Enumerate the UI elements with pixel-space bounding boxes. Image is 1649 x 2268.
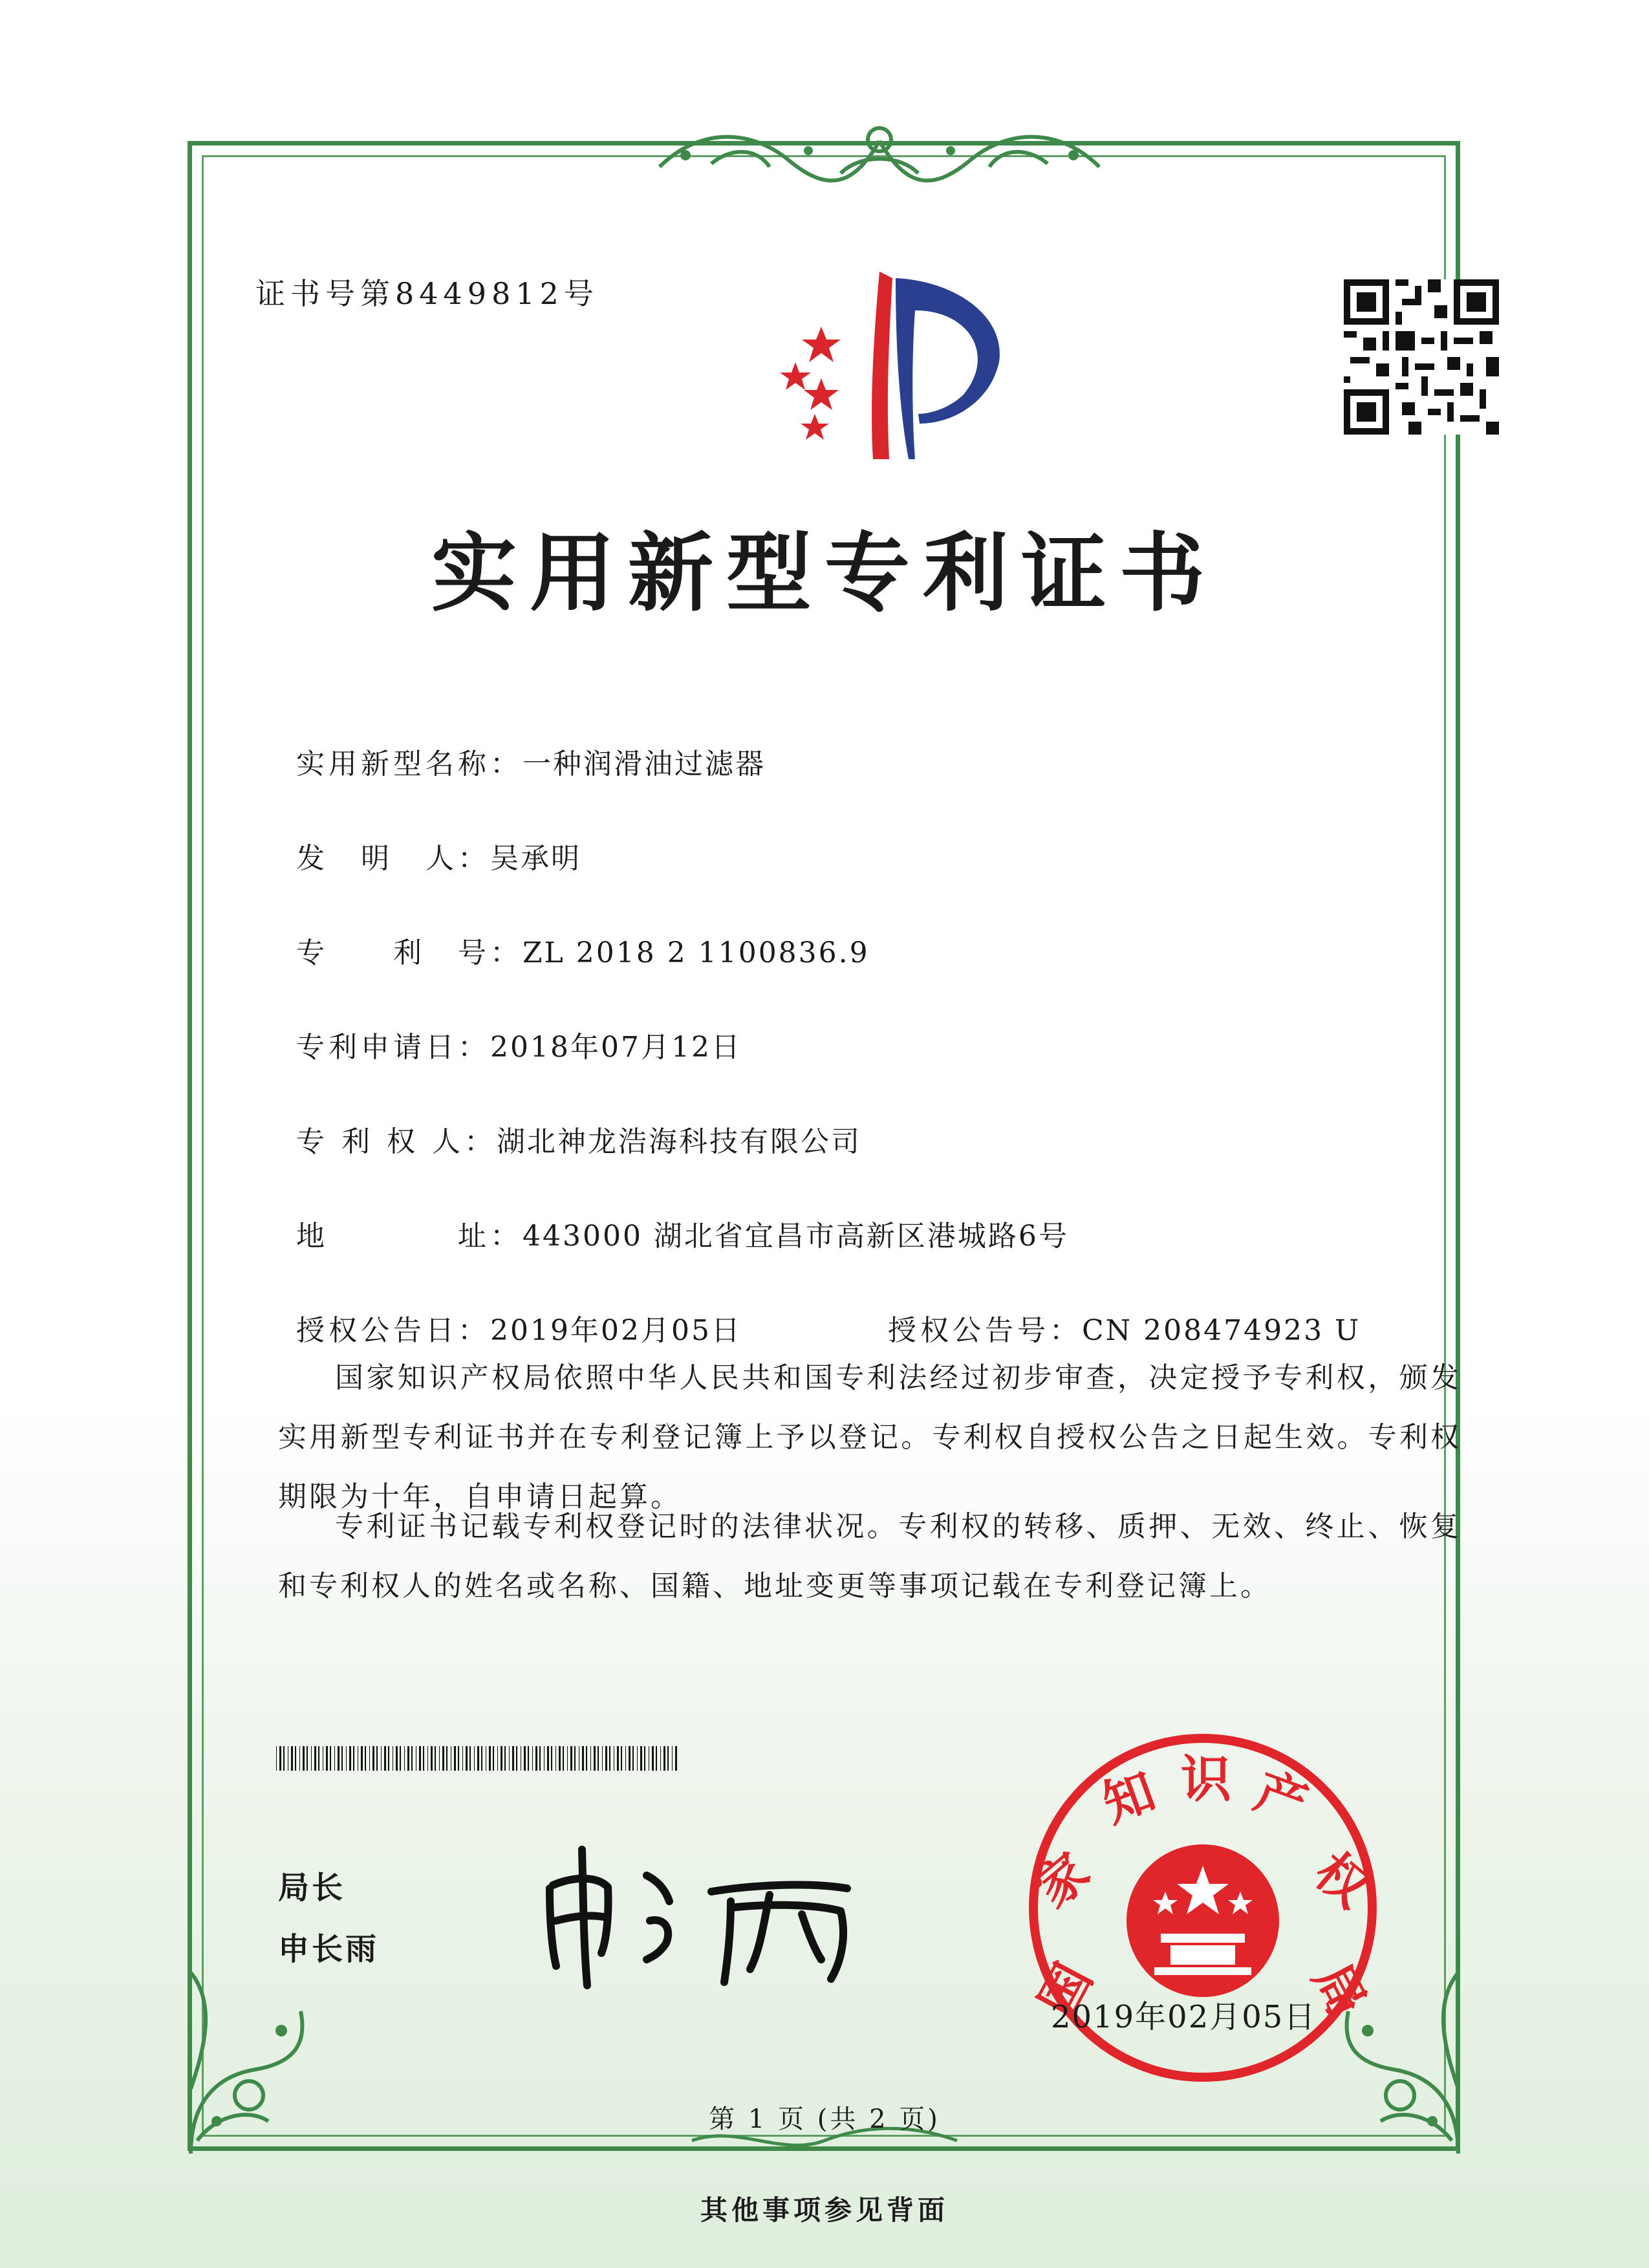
svg-text:局: 局 (1301, 1954, 1377, 2027)
body-paragraph-1: 国家知识产权局依照中华人民共和国专利法经过初步审查，决定授予专利权，颁发实用新型专利证书并在专利登记簿上予以登记。专利权自授权公告之日起生效。专利权期限为十年，自申请日起算。 (278, 1361, 1461, 1513)
field-label: 地 址： (296, 1220, 523, 1253)
body-paragraph-2: 专利证书记载专利权登记时的法律状况。专利权的转移、质押、无效、终止、恢复和专利权人的姓名或名称、国籍、地址变更等事项记载在专利登记簿上。 (278, 1510, 1461, 1603)
field-value: 443000 湖北省宜昌市高新区港城路6号 (522, 1220, 1069, 1253)
field-label: 授权公告日： (296, 1314, 490, 1347)
certificate-number: 证书号第8449812号 (255, 276, 599, 311)
field-label: 授权公告号： (887, 1314, 1082, 1347)
field-inventor (278, 802, 581, 876)
field-value: ZL 2018 2 1100836.9 (522, 936, 870, 969)
director-name: 申长雨 (278, 1931, 380, 1967)
svg-text:权: 权 (1303, 1842, 1380, 1919)
field-value: 2019年02月05日 (490, 1314, 742, 1347)
field-patentee (278, 1085, 861, 1160)
field-value: CN 208474923 U (1081, 1314, 1361, 1347)
field-value: 2018年07月12日 (490, 1031, 742, 1064)
svg-text:知: 知 (1095, 1762, 1163, 1835)
barcode-icon (276, 1746, 677, 1771)
svg-text:家: 家 (1024, 1842, 1101, 1919)
field-filing-date (278, 991, 742, 1065)
field-grant-number (870, 1274, 1361, 1348)
field-value: 一种润滑油过滤器 (522, 748, 766, 781)
certificate-title: 实用新型专利证书 (431, 523, 1218, 623)
director-title: 局长 (278, 1870, 346, 1906)
field-label: 实用新型名称： (296, 748, 523, 781)
field-value: 吴承明 (490, 842, 581, 875)
svg-text:产: 产 (1247, 1762, 1315, 1835)
field-label: 专利申请日： (296, 1031, 490, 1064)
field-address (278, 1180, 1069, 1254)
field-patent-number (278, 896, 870, 971)
handwritten-signature-icon (537, 1830, 886, 1992)
field-value: 湖北神龙浩海科技有限公司 (496, 1125, 861, 1158)
footer-note: 其他事项参见背面 (700, 2194, 949, 2226)
page-indicator: 第 1 页 (共 2 页) (709, 2104, 940, 2134)
field-label: 专 利 权 人： (296, 1125, 497, 1158)
field-label: 专 利 号： (296, 936, 523, 969)
field-utility-model-name (278, 707, 766, 782)
top-ornament-icon (647, 115, 1112, 186)
qr-code-icon (1344, 279, 1499, 435)
field-grant-date (278, 1274, 742, 1348)
svg-text:识: 识 (1180, 1751, 1232, 1809)
field-label: 发 明 人： (296, 842, 490, 875)
patent-office-emblem-icon (757, 265, 1009, 466)
svg-text:国: 国 (1028, 1954, 1105, 2027)
seal-date: 2019年02月05日 (1051, 1999, 1317, 2035)
